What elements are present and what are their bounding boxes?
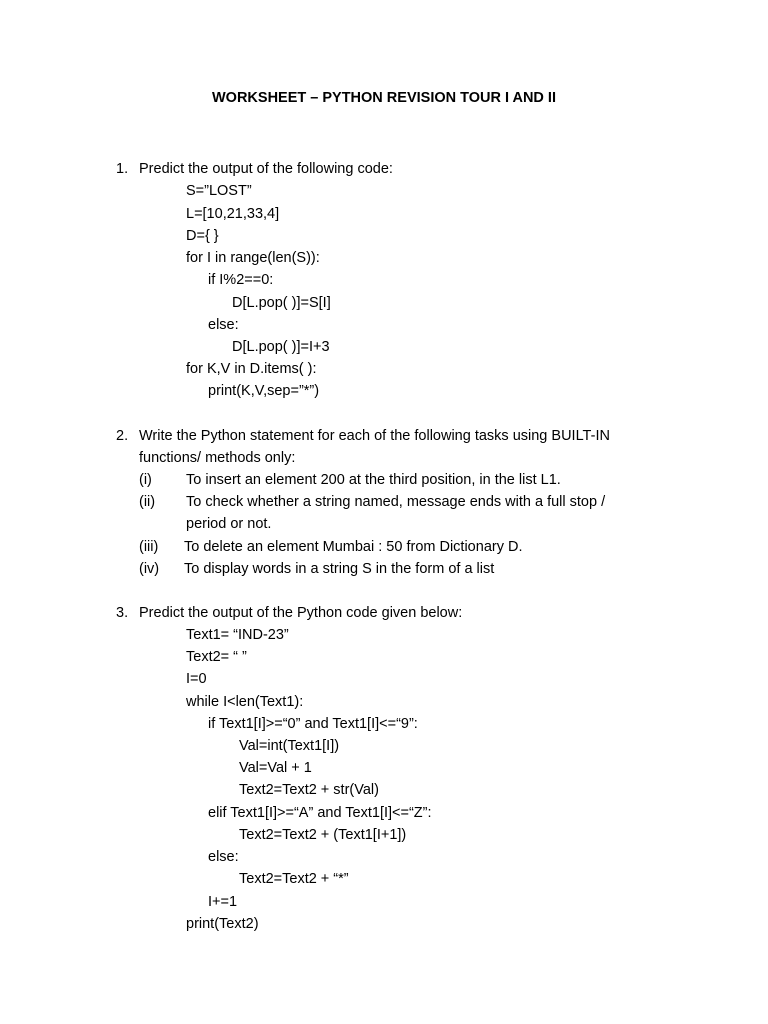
page-title: WORKSHEET – PYTHON REVISION TOUR I AND II — [211, 90, 556, 106]
q3-code-line: Text2=Text2 + “*” — [239, 871, 349, 887]
q3-code-line: print(Text2) — [186, 916, 259, 932]
q3-code-line: Text1= “IND-23” — [186, 627, 289, 643]
q1-code-line: for I in range(len(S)): — [186, 250, 320, 266]
q2-prompt-line: functions/ methods only: — [139, 450, 296, 466]
q3-code-line: Text2= “ ” — [186, 649, 247, 665]
q1-code-line: D={ } — [186, 228, 219, 244]
q2-item-label: (iii) — [139, 539, 159, 555]
q3-code-line: Text2=Text2 + (Text1[I+1]) — [239, 827, 407, 843]
q1-code-line: for K,V in D.items( ): — [186, 361, 317, 377]
q3-code-line: I+=1 — [208, 894, 238, 910]
q3-prompt: Predict the output of the Python code given below: — [139, 605, 463, 621]
q3-code-line: while I<len(Text1): — [186, 694, 304, 710]
q1-code-line: D[L.pop( )]=I+3 — [232, 339, 330, 355]
q2-item-text: To display words in a string S in the form of a list — [184, 561, 495, 577]
q1-code-line: print(K,V,sep=”*”) — [208, 383, 320, 399]
q2-item-text: To delete an element Mumbai : 50 from Dictionary D. — [184, 539, 523, 555]
q3-code-line: else: — [208, 849, 239, 865]
q2-item-text: To insert an element 200 at the third position, in the list L1. — [186, 472, 561, 488]
q3-code-line: Val=int(Text1[I]) — [239, 738, 340, 754]
q1-prompt: Predict the output of the following code: — [139, 161, 393, 177]
q2-item-label: (i) — [139, 472, 152, 488]
q2-prompt-line: Write the Python statement for each of the following tasks using BUILT-IN — [139, 428, 610, 444]
q1-code-line: L=[10,21,33,4] — [186, 206, 280, 222]
q1-code-line: S=”LOST” — [186, 183, 252, 199]
q3-code-line: I=0 — [186, 671, 207, 687]
q3-code-line: Val=Val + 1 — [239, 760, 312, 776]
q3-code-line: elif Text1[I]>=“A” and Text1[I]<=“Z”: — [208, 805, 432, 821]
q2-item-text: To check whether a string named, message ends with a full stop / — [186, 494, 606, 510]
q1-number: 1. — [116, 161, 129, 177]
q2-item-text-cont: period or not. — [186, 516, 272, 532]
q3-code-line: if Text1[I]>=“0” and Text1[I]<=“9”: — [208, 716, 418, 732]
q2-item-label: (iv) — [139, 561, 160, 577]
q1-code-line: if I%2==0: — [208, 272, 274, 288]
q1-code-line: D[L.pop( )]=S[I] — [232, 295, 331, 311]
q1-code-line: else: — [208, 317, 239, 333]
q3-number: 3. — [116, 605, 129, 621]
q3-code-line: Text2=Text2 + str(Val) — [239, 782, 379, 798]
q2-item-label: (ii) — [139, 494, 156, 510]
q2-number: 2. — [116, 428, 129, 444]
